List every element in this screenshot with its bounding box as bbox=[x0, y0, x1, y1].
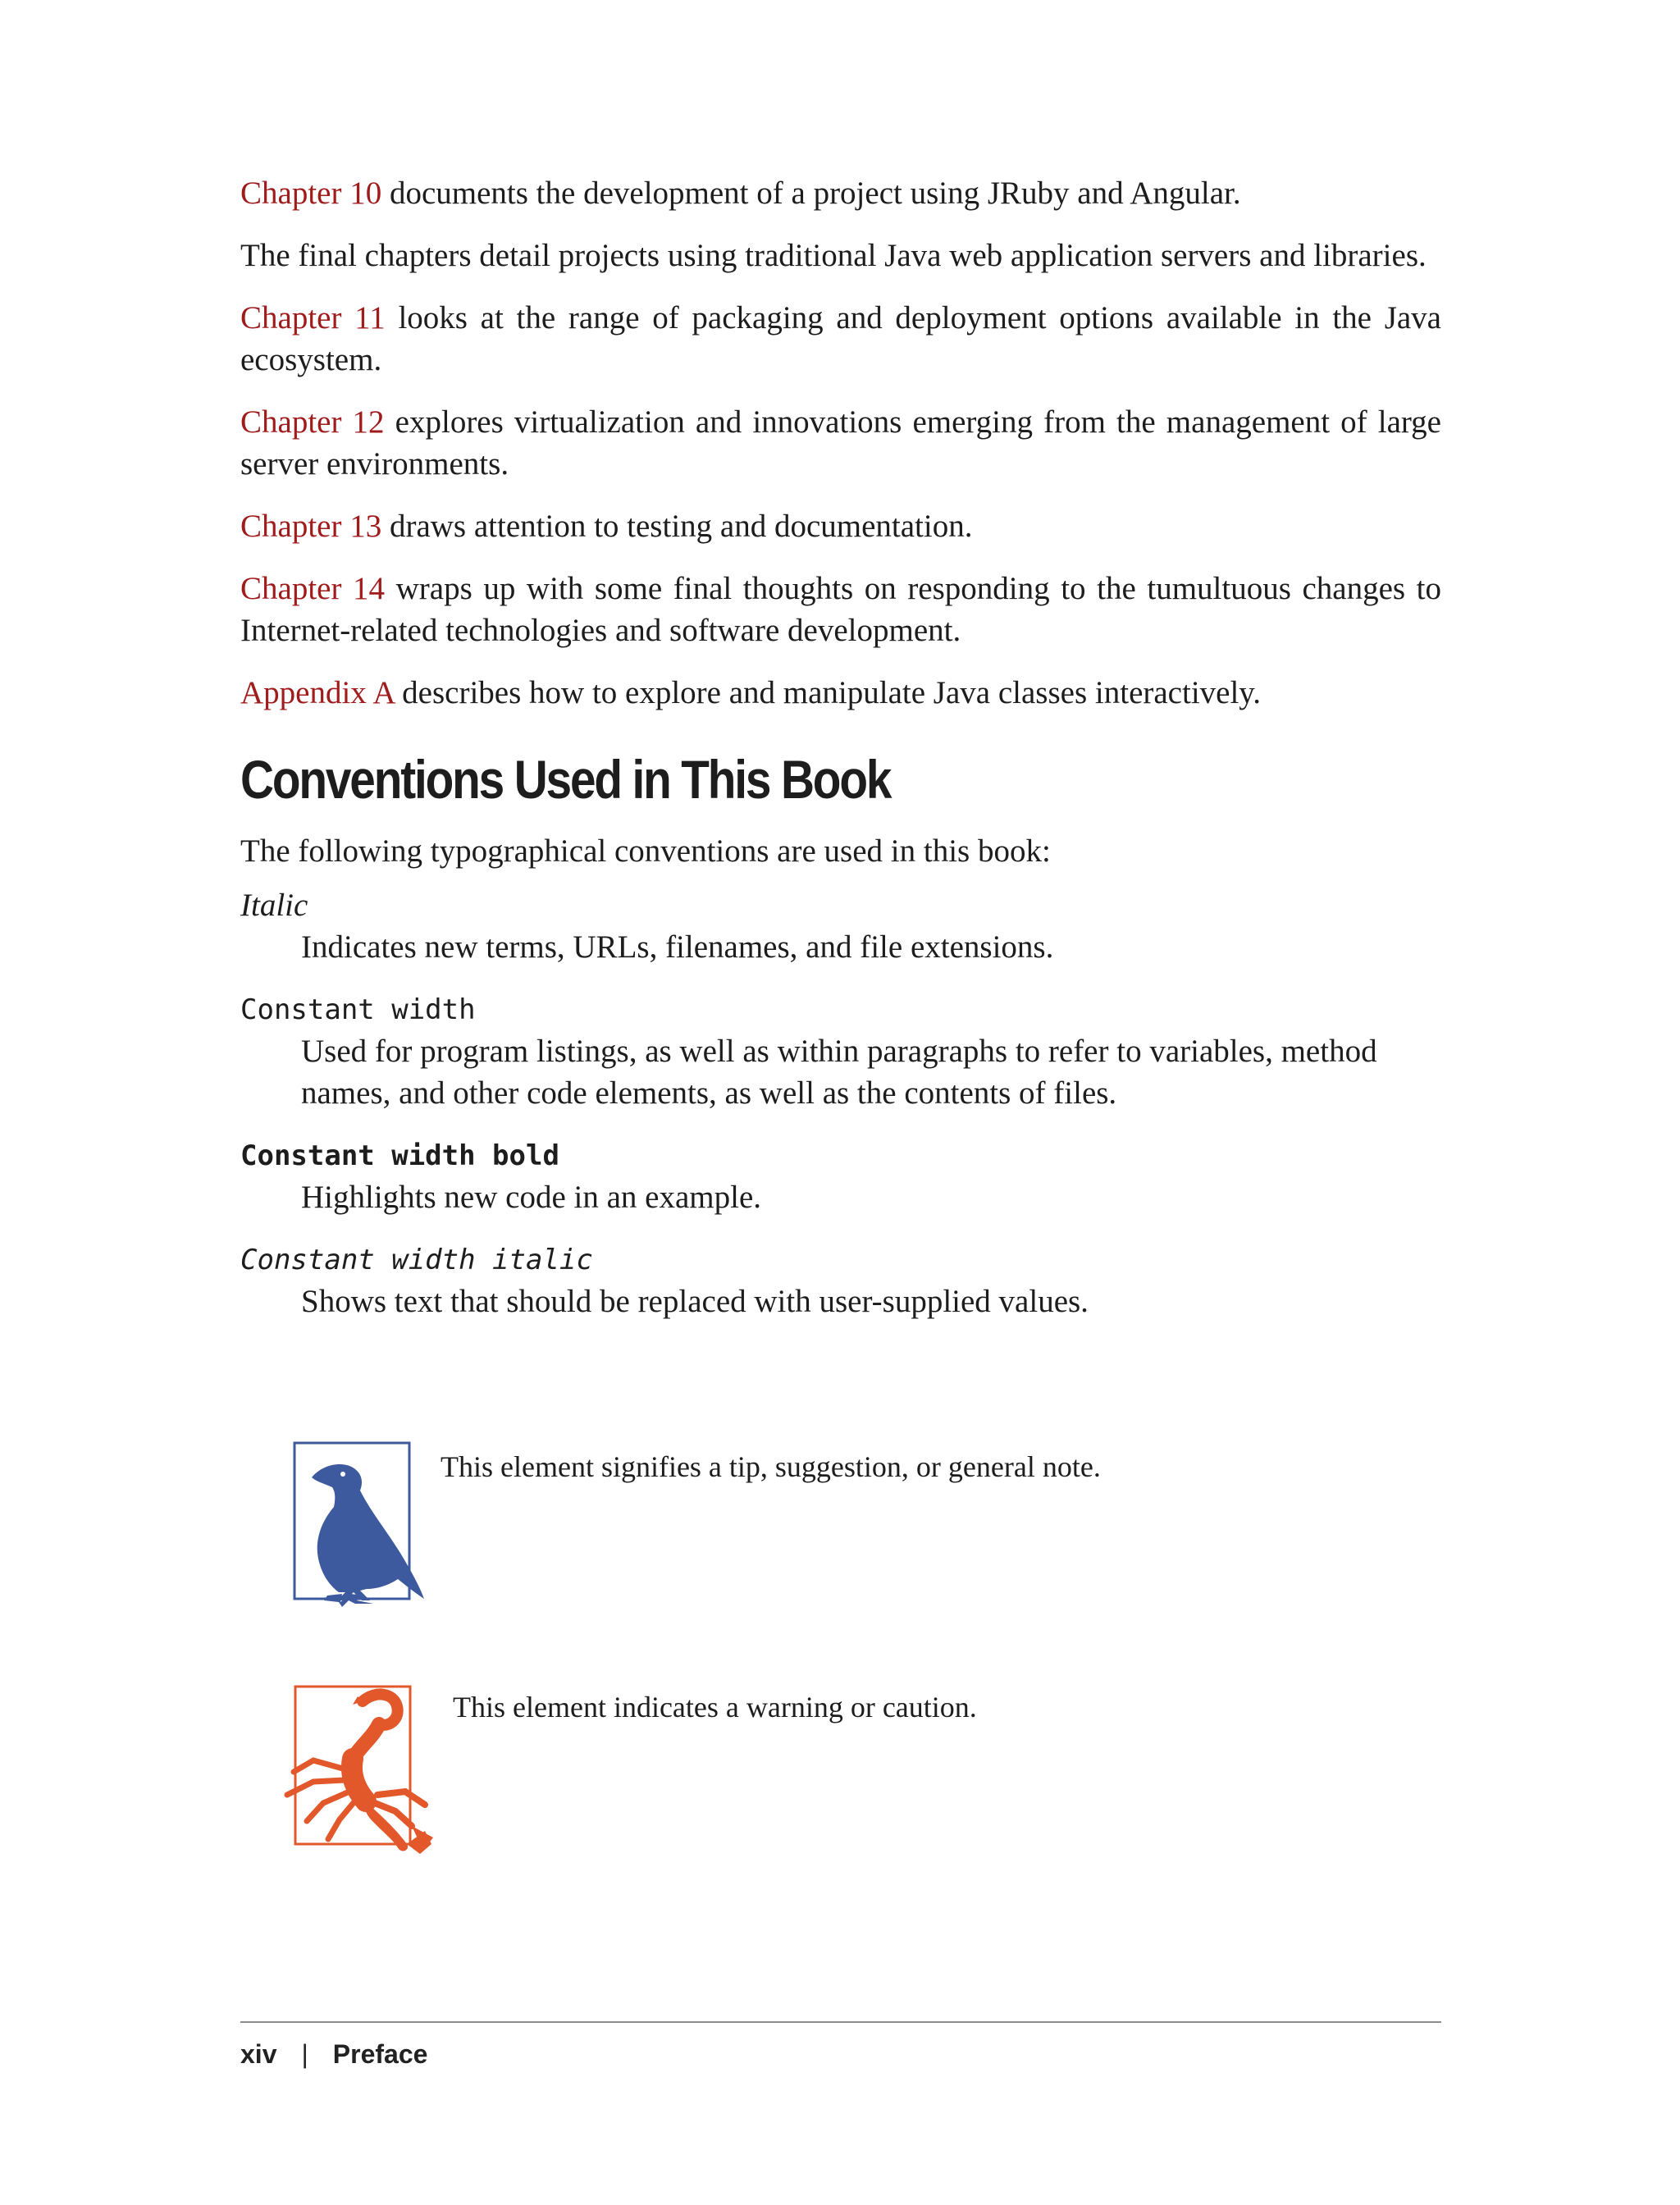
paragraph-appendix-a bbox=[240, 672, 1441, 714]
chapter-13-link[interactable]: Chapter 13 bbox=[240, 509, 382, 544]
paragraph-chapter-14 bbox=[240, 568, 1441, 651]
page-number: xiv bbox=[240, 2039, 277, 2069]
paragraph-text: looks at the range of packaging and deployment options available in the Java ecosystem. bbox=[240, 300, 1441, 377]
paragraph-text: explores virtualization and innovations emerging from the management of large server environments. bbox=[240, 404, 1441, 482]
convention-description: Indicates new terms, URLs, filenames, and file extensions. bbox=[301, 929, 1054, 965]
convention-term-constant-width-bold: Constant width bold bbox=[240, 1139, 559, 1172]
footer-rule bbox=[240, 2021, 1441, 2023]
conventions-list bbox=[240, 885, 1441, 1322]
chapter-14-link[interactable]: Chapter 14 bbox=[240, 571, 386, 606]
convention-term-constant-width-italic: Constant width italic bbox=[240, 1244, 593, 1276]
tip-note bbox=[291, 1440, 1492, 1612]
convention-term-constant-width: Constant width bbox=[240, 993, 476, 1026]
convention-description: Used for program listings, as well as within paragraphs to refer to variables, method names, and other code elements, as well as the contents of files. bbox=[301, 1034, 1377, 1111]
paragraph-text: documents the development of a project using JRuby and Angular. bbox=[381, 176, 1241, 211]
scorpion-icon bbox=[271, 1680, 443, 1865]
section-heading: Conventions Used in This Book bbox=[240, 749, 891, 810]
page-content bbox=[240, 172, 1441, 1344]
convention-description: Shows text that should be replaced with user-supplied values. bbox=[301, 1284, 1089, 1319]
paragraph-text: describes how to explore and manipulate Java classes interactively. bbox=[394, 675, 1262, 710]
paragraph-final-chapters bbox=[240, 235, 1441, 276]
crow-icon bbox=[291, 1440, 431, 1616]
footer-line bbox=[240, 2038, 427, 2070]
chapter-11-link[interactable]: Chapter 11 bbox=[240, 300, 386, 336]
tip-text: This element signifies a tip, suggestion, or general note. bbox=[441, 1450, 1101, 1483]
page-footer bbox=[240, 2021, 1441, 2069]
convention-description: Highlights new code in an example. bbox=[301, 1180, 762, 1215]
warning-text: This element indicates a warning or caution. bbox=[453, 1691, 977, 1723]
section-intro: The following typographical conventions are used in this book: bbox=[240, 833, 1051, 869]
paragraph-chapter-11 bbox=[240, 297, 1441, 381]
footer-section-title: Preface bbox=[332, 2039, 428, 2069]
paragraph-chapter-10 bbox=[240, 172, 1441, 214]
paragraph-text: wraps up with some final thoughts on responding to the tumultuous changes to Internet-related technologies and software development. bbox=[240, 571, 1441, 648]
chapter-10-link[interactable]: Chapter 10 bbox=[240, 176, 382, 211]
convention-term-italic: Italic bbox=[240, 888, 308, 923]
footer-separator: | bbox=[301, 2039, 308, 2069]
appendix-a-link[interactable]: Appendix A bbox=[240, 675, 395, 710]
warning-note bbox=[271, 1680, 1472, 1860]
chapter-12-link[interactable]: Chapter 12 bbox=[240, 404, 385, 440]
paragraph-chapter-12 bbox=[240, 401, 1441, 485]
paragraph-text: The final chapters detail projects using traditional Java web application servers and libraries. bbox=[240, 238, 1427, 273]
paragraph-chapter-13 bbox=[240, 505, 1441, 547]
paragraph-text: draws attention to testing and documentation. bbox=[381, 509, 973, 544]
